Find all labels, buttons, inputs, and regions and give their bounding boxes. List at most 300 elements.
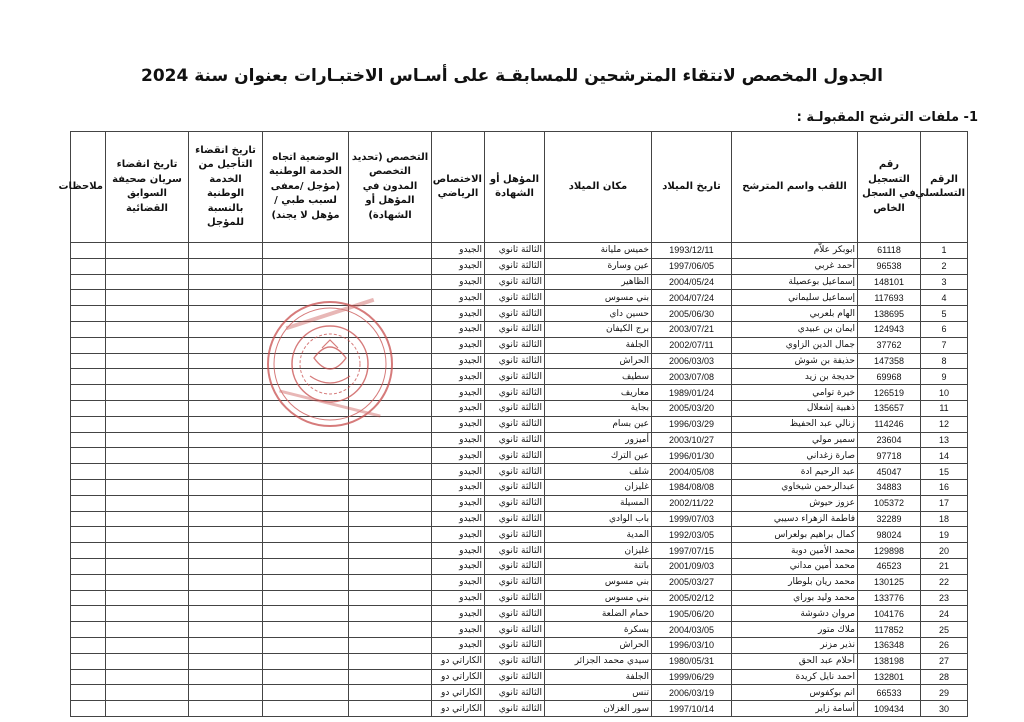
birth-date-cell: 2005/06/30 bbox=[652, 306, 732, 322]
table-row bbox=[71, 274, 968, 290]
sport-cell: الجيدو bbox=[432, 353, 485, 369]
table-row bbox=[71, 653, 968, 669]
name-cell: محمد ريان بلوطار bbox=[732, 574, 858, 590]
deferment-cell bbox=[189, 622, 263, 638]
record-expiry-cell bbox=[106, 543, 189, 559]
qualification-cell: الثالثة ثانوي bbox=[485, 337, 545, 353]
birth-place-cell: بني مسوس bbox=[545, 290, 652, 306]
header-row bbox=[71, 132, 968, 243]
deferment-cell bbox=[189, 669, 263, 685]
registration-cell: 135657 bbox=[858, 400, 921, 416]
birth-place-cell: المسيلة bbox=[545, 495, 652, 511]
record-expiry-cell bbox=[106, 369, 189, 385]
table-row bbox=[71, 448, 968, 464]
record-expiry-cell bbox=[106, 464, 189, 480]
serial-cell: 8 bbox=[921, 353, 968, 369]
deferment-cell bbox=[189, 701, 263, 717]
name-cell: عبد الرحيم ادة bbox=[732, 464, 858, 480]
specialty-cell bbox=[349, 400, 432, 416]
name-cell: مروان دشوشة bbox=[732, 606, 858, 622]
qualification-cell: الثالثة ثانوي bbox=[485, 606, 545, 622]
birth-place-cell: سطيف bbox=[545, 369, 652, 385]
qualification-cell: الثالثة ثانوي bbox=[485, 479, 545, 495]
birth-date-cell: 1997/06/05 bbox=[652, 258, 732, 274]
national-service-cell bbox=[263, 321, 349, 337]
deferment-cell bbox=[189, 495, 263, 511]
registration-cell: 37762 bbox=[858, 337, 921, 353]
specialty-cell bbox=[349, 369, 432, 385]
col-header-qualification: المؤهل أو الشهادة bbox=[485, 132, 545, 243]
notes-cell bbox=[71, 527, 106, 543]
national-service-cell bbox=[263, 290, 349, 306]
record-expiry-cell bbox=[106, 321, 189, 337]
serial-cell: 23 bbox=[921, 590, 968, 606]
notes-cell bbox=[71, 274, 106, 290]
national-service-cell bbox=[263, 543, 349, 559]
registration-cell: 46523 bbox=[858, 558, 921, 574]
sport-cell: الكاراتي دو bbox=[432, 669, 485, 685]
specialty-cell bbox=[349, 274, 432, 290]
serial-cell: 13 bbox=[921, 432, 968, 448]
birth-date-cell: 1980/05/31 bbox=[652, 653, 732, 669]
qualification-cell: الثالثة ثانوي bbox=[485, 622, 545, 638]
sport-cell: الجيدو bbox=[432, 495, 485, 511]
birth-place-cell: برج الكيفان bbox=[545, 321, 652, 337]
registration-cell: 45047 bbox=[858, 464, 921, 480]
notes-cell bbox=[71, 511, 106, 527]
registration-cell: 98024 bbox=[858, 527, 921, 543]
registration-cell: 105372 bbox=[858, 495, 921, 511]
serial-cell: 20 bbox=[921, 543, 968, 559]
qualification-cell: الثالثة ثانوي bbox=[485, 369, 545, 385]
serial-cell: 29 bbox=[921, 685, 968, 701]
qualification-cell: الثالثة ثانوي bbox=[485, 590, 545, 606]
serial-cell: 3 bbox=[921, 274, 968, 290]
notes-cell bbox=[71, 353, 106, 369]
notes-cell bbox=[71, 495, 106, 511]
table-row bbox=[71, 353, 968, 369]
deferment-cell bbox=[189, 243, 263, 259]
specialty-cell bbox=[349, 448, 432, 464]
national-service-cell bbox=[263, 653, 349, 669]
sport-cell: الجيدو bbox=[432, 511, 485, 527]
name-cell: ايمان بن عبيدي bbox=[732, 321, 858, 337]
national-service-cell bbox=[263, 337, 349, 353]
birth-date-cell: 1989/01/24 bbox=[652, 385, 732, 401]
deferment-cell bbox=[189, 321, 263, 337]
qualification-cell: الثالثة ثانوي bbox=[485, 653, 545, 669]
table-row bbox=[71, 606, 968, 622]
qualification-cell: الثالثة ثانوي bbox=[485, 685, 545, 701]
notes-cell bbox=[71, 543, 106, 559]
serial-cell: 12 bbox=[921, 416, 968, 432]
col-header-record-expiry: تاريخ انقضاء سريان صحيفة السوابق القضائية bbox=[106, 132, 189, 243]
serial-cell: 11 bbox=[921, 400, 968, 416]
notes-cell bbox=[71, 606, 106, 622]
serial-cell: 18 bbox=[921, 511, 968, 527]
deferment-cell bbox=[189, 274, 263, 290]
registration-cell: 117852 bbox=[858, 622, 921, 638]
name-cell: سمير مولي bbox=[732, 432, 858, 448]
registration-cell: 147358 bbox=[858, 353, 921, 369]
col-header-deferment-end: تاريخ انقضاء التأجيل من الخدمة الوطنية بالنسبة للمؤجل bbox=[189, 132, 263, 243]
birth-date-cell: 1999/06/29 bbox=[652, 669, 732, 685]
qualification-cell: الثالثة ثانوي bbox=[485, 511, 545, 527]
table-row bbox=[71, 258, 968, 274]
sport-cell: الجيدو bbox=[432, 337, 485, 353]
birth-place-cell: حسين داي bbox=[545, 306, 652, 322]
specialty-cell bbox=[349, 290, 432, 306]
deferment-cell bbox=[189, 543, 263, 559]
col-header-birth-place: مكان الميلاد bbox=[545, 132, 652, 243]
birth-date-cell: 2005/02/12 bbox=[652, 590, 732, 606]
specialty-cell bbox=[349, 622, 432, 638]
sport-cell: الجيدو bbox=[432, 400, 485, 416]
table-row bbox=[71, 495, 968, 511]
notes-cell bbox=[71, 701, 106, 717]
record-expiry-cell bbox=[106, 685, 189, 701]
qualification-cell: الثالثة ثانوي bbox=[485, 448, 545, 464]
notes-cell bbox=[71, 385, 106, 401]
serial-cell: 25 bbox=[921, 622, 968, 638]
sport-cell: الجيدو bbox=[432, 306, 485, 322]
table-row bbox=[71, 622, 968, 638]
registration-cell: 117693 bbox=[858, 290, 921, 306]
birth-place-cell: المدية bbox=[545, 527, 652, 543]
table-row bbox=[71, 385, 968, 401]
col-header-serial: الرقم التسلسلي bbox=[921, 132, 968, 243]
registration-cell: 126519 bbox=[858, 385, 921, 401]
name-cell: أسامة زاير bbox=[732, 701, 858, 717]
birth-date-cell: 2003/07/08 bbox=[652, 369, 732, 385]
notes-cell bbox=[71, 448, 106, 464]
name-cell: إسماعيل بوعصيلة bbox=[732, 274, 858, 290]
national-service-cell bbox=[263, 385, 349, 401]
qualification-cell: الثالثة ثانوي bbox=[485, 290, 545, 306]
birth-date-cell: 2005/03/20 bbox=[652, 400, 732, 416]
birth-date-cell: 1905/06/20 bbox=[652, 606, 732, 622]
qualification-cell: الثالثة ثانوي bbox=[485, 701, 545, 717]
record-expiry-cell bbox=[106, 290, 189, 306]
serial-cell: 19 bbox=[921, 527, 968, 543]
name-cell: الهام بلعربي bbox=[732, 306, 858, 322]
record-expiry-cell bbox=[106, 495, 189, 511]
sport-cell: الجيدو bbox=[432, 590, 485, 606]
deferment-cell bbox=[189, 590, 263, 606]
deferment-cell bbox=[189, 448, 263, 464]
birth-date-cell: 2004/05/08 bbox=[652, 464, 732, 480]
serial-cell: 2 bbox=[921, 258, 968, 274]
specialty-cell bbox=[349, 527, 432, 543]
table-row bbox=[71, 243, 968, 259]
table-row bbox=[71, 306, 968, 322]
name-cell: أحلام عبد الحق bbox=[732, 653, 858, 669]
notes-cell bbox=[71, 432, 106, 448]
sport-cell: الجيدو bbox=[432, 637, 485, 653]
sport-cell: الجيدو bbox=[432, 321, 485, 337]
national-service-cell bbox=[263, 685, 349, 701]
birth-place-cell: بجاية bbox=[545, 400, 652, 416]
name-cell: صارة زغداني bbox=[732, 448, 858, 464]
name-cell: محمد الأمين دوبة bbox=[732, 543, 858, 559]
table-row bbox=[71, 416, 968, 432]
notes-cell bbox=[71, 669, 106, 685]
table-row bbox=[71, 464, 968, 480]
deferment-cell bbox=[189, 637, 263, 653]
candidates-table bbox=[58, 131, 968, 717]
serial-cell: 10 bbox=[921, 385, 968, 401]
qualification-cell: الثالثة ثانوي bbox=[485, 543, 545, 559]
deferment-cell bbox=[189, 653, 263, 669]
table-row bbox=[71, 590, 968, 606]
registration-cell: 129898 bbox=[858, 543, 921, 559]
serial-cell: 17 bbox=[921, 495, 968, 511]
notes-cell bbox=[71, 258, 106, 274]
table-row bbox=[71, 432, 968, 448]
birth-date-cell: 2006/03/19 bbox=[652, 685, 732, 701]
national-service-cell bbox=[263, 558, 349, 574]
national-service-cell bbox=[263, 448, 349, 464]
deferment-cell bbox=[189, 511, 263, 527]
specialty-cell bbox=[349, 385, 432, 401]
serial-cell: 4 bbox=[921, 290, 968, 306]
deferment-cell bbox=[189, 306, 263, 322]
specialty-cell bbox=[349, 653, 432, 669]
birth-place-cell: بسكرة bbox=[545, 622, 652, 638]
table-row bbox=[71, 558, 968, 574]
birth-place-cell: بني مسوس bbox=[545, 590, 652, 606]
record-expiry-cell bbox=[106, 448, 189, 464]
birth-place-cell: معاريف bbox=[545, 385, 652, 401]
birth-date-cell: 2002/07/11 bbox=[652, 337, 732, 353]
national-service-cell bbox=[263, 274, 349, 290]
qualification-cell: الثالثة ثانوي bbox=[485, 306, 545, 322]
national-service-cell bbox=[263, 590, 349, 606]
birth-date-cell: 2003/10/27 bbox=[652, 432, 732, 448]
serial-cell: 27 bbox=[921, 653, 968, 669]
sport-cell: الجيدو bbox=[432, 558, 485, 574]
serial-cell: 15 bbox=[921, 464, 968, 480]
sport-cell: الكاراتي دو bbox=[432, 701, 485, 717]
serial-cell: 5 bbox=[921, 306, 968, 322]
specialty-cell bbox=[349, 637, 432, 653]
name-cell: نذير مزنر bbox=[732, 637, 858, 653]
deferment-cell bbox=[189, 432, 263, 448]
national-service-cell bbox=[263, 258, 349, 274]
qualification-cell: الثالثة ثانوي bbox=[485, 416, 545, 432]
notes-cell bbox=[71, 243, 106, 259]
deferment-cell bbox=[189, 606, 263, 622]
record-expiry-cell bbox=[106, 479, 189, 495]
national-service-cell bbox=[263, 574, 349, 590]
notes-cell bbox=[71, 337, 106, 353]
table-row bbox=[71, 511, 968, 527]
serial-cell: 21 bbox=[921, 558, 968, 574]
national-service-cell bbox=[263, 495, 349, 511]
serial-cell: 22 bbox=[921, 574, 968, 590]
birth-date-cell: 2005/03/27 bbox=[652, 574, 732, 590]
sport-cell: الكاراتي دو bbox=[432, 685, 485, 701]
sport-cell: الجيدو bbox=[432, 258, 485, 274]
birth-place-cell: باب الوادي bbox=[545, 511, 652, 527]
notes-cell bbox=[71, 464, 106, 480]
deferment-cell bbox=[189, 369, 263, 385]
deferment-cell bbox=[189, 290, 263, 306]
name-cell: ابوبكر علاّم bbox=[732, 243, 858, 259]
serial-cell: 6 bbox=[921, 321, 968, 337]
national-service-cell bbox=[263, 701, 349, 717]
specialty-cell bbox=[349, 306, 432, 322]
qualification-cell: الثالثة ثانوي bbox=[485, 258, 545, 274]
registration-cell: 138198 bbox=[858, 653, 921, 669]
qualification-cell: الثالثة ثانوي bbox=[485, 400, 545, 416]
registration-cell: 132801 bbox=[858, 669, 921, 685]
birth-place-cell: شلف bbox=[545, 464, 652, 480]
national-service-cell bbox=[263, 511, 349, 527]
record-expiry-cell bbox=[106, 558, 189, 574]
specialty-cell bbox=[349, 701, 432, 717]
birth-date-cell: 1997/10/14 bbox=[652, 701, 732, 717]
national-service-cell bbox=[263, 416, 349, 432]
qualification-cell: الثالثة ثانوي bbox=[485, 574, 545, 590]
birth-place-cell: عين بسام bbox=[545, 416, 652, 432]
record-expiry-cell bbox=[106, 527, 189, 543]
deferment-cell bbox=[189, 353, 263, 369]
sport-cell: الجيدو bbox=[432, 432, 485, 448]
name-cell: أحمد غربي bbox=[732, 258, 858, 274]
specialty-cell bbox=[349, 353, 432, 369]
specialty-cell bbox=[349, 416, 432, 432]
birth-place-cell: أميزور bbox=[545, 432, 652, 448]
record-expiry-cell bbox=[106, 337, 189, 353]
serial-cell: 16 bbox=[921, 479, 968, 495]
birth-place-cell: سور الغزلان bbox=[545, 701, 652, 717]
deferment-cell bbox=[189, 416, 263, 432]
birth-place-cell: تنس bbox=[545, 685, 652, 701]
table-row bbox=[71, 574, 968, 590]
col-header-notes: ملاحظات bbox=[71, 132, 106, 243]
deferment-cell bbox=[189, 685, 263, 701]
specialty-cell bbox=[349, 337, 432, 353]
sport-cell: الجيدو bbox=[432, 479, 485, 495]
national-service-cell bbox=[263, 432, 349, 448]
birth-place-cell: باتنة bbox=[545, 558, 652, 574]
sport-cell: الجيدو bbox=[432, 243, 485, 259]
serial-cell: 7 bbox=[921, 337, 968, 353]
name-cell: حذيفة بن شوش bbox=[732, 353, 858, 369]
registration-cell: 124943 bbox=[858, 321, 921, 337]
document-title: الجدول المخصص لانتقاء المترشحين للمسابقـة على أسـاس الاختبـارات بعنوان سنة 2024 bbox=[140, 66, 883, 86]
notes-cell bbox=[71, 685, 106, 701]
sport-cell: الجيدو bbox=[432, 385, 485, 401]
notes-cell bbox=[71, 590, 106, 606]
qualification-cell: الثالثة ثانوي bbox=[485, 274, 545, 290]
name-cell: انم بوكفوس bbox=[732, 685, 858, 701]
national-service-cell bbox=[263, 306, 349, 322]
name-cell: فاطمة الزهراء دسيبي bbox=[732, 511, 858, 527]
name-cell: إسماعيل سليماني bbox=[732, 290, 858, 306]
qualification-cell: الثالثة ثانوي bbox=[485, 464, 545, 480]
birth-place-cell: الجلفة bbox=[545, 669, 652, 685]
record-expiry-cell bbox=[106, 637, 189, 653]
registration-cell: 133776 bbox=[858, 590, 921, 606]
sport-cell: الجيدو bbox=[432, 290, 485, 306]
record-expiry-cell bbox=[106, 385, 189, 401]
registration-cell: 32289 bbox=[858, 511, 921, 527]
national-service-cell bbox=[263, 464, 349, 480]
national-service-cell bbox=[263, 669, 349, 685]
name-cell: ملاك متور bbox=[732, 622, 858, 638]
table-row bbox=[71, 369, 968, 385]
notes-cell bbox=[71, 306, 106, 322]
birth-place-cell: حمام الضلعة bbox=[545, 606, 652, 622]
notes-cell bbox=[71, 622, 106, 638]
birth-date-cell: 1992/03/05 bbox=[652, 527, 732, 543]
specialty-cell bbox=[349, 511, 432, 527]
specialty-cell bbox=[349, 321, 432, 337]
record-expiry-cell bbox=[106, 606, 189, 622]
birth-date-cell: 2004/05/24 bbox=[652, 274, 732, 290]
sport-cell: الجيدو bbox=[432, 274, 485, 290]
table-row bbox=[71, 637, 968, 653]
notes-cell bbox=[71, 637, 106, 653]
sport-cell: الجيدو bbox=[432, 606, 485, 622]
registration-cell: 114246 bbox=[858, 416, 921, 432]
birth-date-cell: 2004/07/24 bbox=[652, 290, 732, 306]
record-expiry-cell bbox=[106, 590, 189, 606]
notes-cell bbox=[71, 558, 106, 574]
registration-cell: 109434 bbox=[858, 701, 921, 717]
birth-date-cell: 2003/07/21 bbox=[652, 321, 732, 337]
birth-date-cell: 1996/03/29 bbox=[652, 416, 732, 432]
birth-place-cell: الحراش bbox=[545, 637, 652, 653]
national-service-cell bbox=[263, 400, 349, 416]
sport-cell: الجيدو bbox=[432, 416, 485, 432]
deferment-cell bbox=[189, 464, 263, 480]
birth-date-cell: 2001/09/03 bbox=[652, 558, 732, 574]
national-service-cell bbox=[263, 479, 349, 495]
specialty-cell bbox=[349, 464, 432, 480]
section-subtitle: 1- ملفات الترشح المقبولـة : bbox=[796, 110, 978, 125]
table-row bbox=[71, 290, 968, 306]
registration-cell: 97718 bbox=[858, 448, 921, 464]
deferment-cell bbox=[189, 337, 263, 353]
specialty-cell bbox=[349, 479, 432, 495]
name-cell: محمد أمين مداني bbox=[732, 558, 858, 574]
birth-date-cell: 1997/07/15 bbox=[652, 543, 732, 559]
registration-cell: 96538 bbox=[858, 258, 921, 274]
specialty-cell bbox=[349, 432, 432, 448]
record-expiry-cell bbox=[106, 622, 189, 638]
national-service-cell bbox=[263, 527, 349, 543]
national-service-cell bbox=[263, 243, 349, 259]
col-header-specialty: التخصص (تحديد التخصص المدون في المؤهل أو الشهادة) bbox=[349, 132, 432, 243]
birth-place-cell: بني مسوس bbox=[545, 574, 652, 590]
birth-date-cell: 1996/03/10 bbox=[652, 637, 732, 653]
specialty-cell bbox=[349, 243, 432, 259]
serial-cell: 9 bbox=[921, 369, 968, 385]
specialty-cell bbox=[349, 558, 432, 574]
birth-date-cell: 2004/03/05 bbox=[652, 622, 732, 638]
sport-cell: الجيدو bbox=[432, 527, 485, 543]
record-expiry-cell bbox=[106, 274, 189, 290]
qualification-cell: الثالثة ثانوي bbox=[485, 495, 545, 511]
sport-cell: الجيدو bbox=[432, 543, 485, 559]
birth-date-cell: 1993/12/11 bbox=[652, 243, 732, 259]
name-cell: عبدالرحمن شيخاوي bbox=[732, 479, 858, 495]
notes-cell bbox=[71, 321, 106, 337]
deferment-cell bbox=[189, 479, 263, 495]
